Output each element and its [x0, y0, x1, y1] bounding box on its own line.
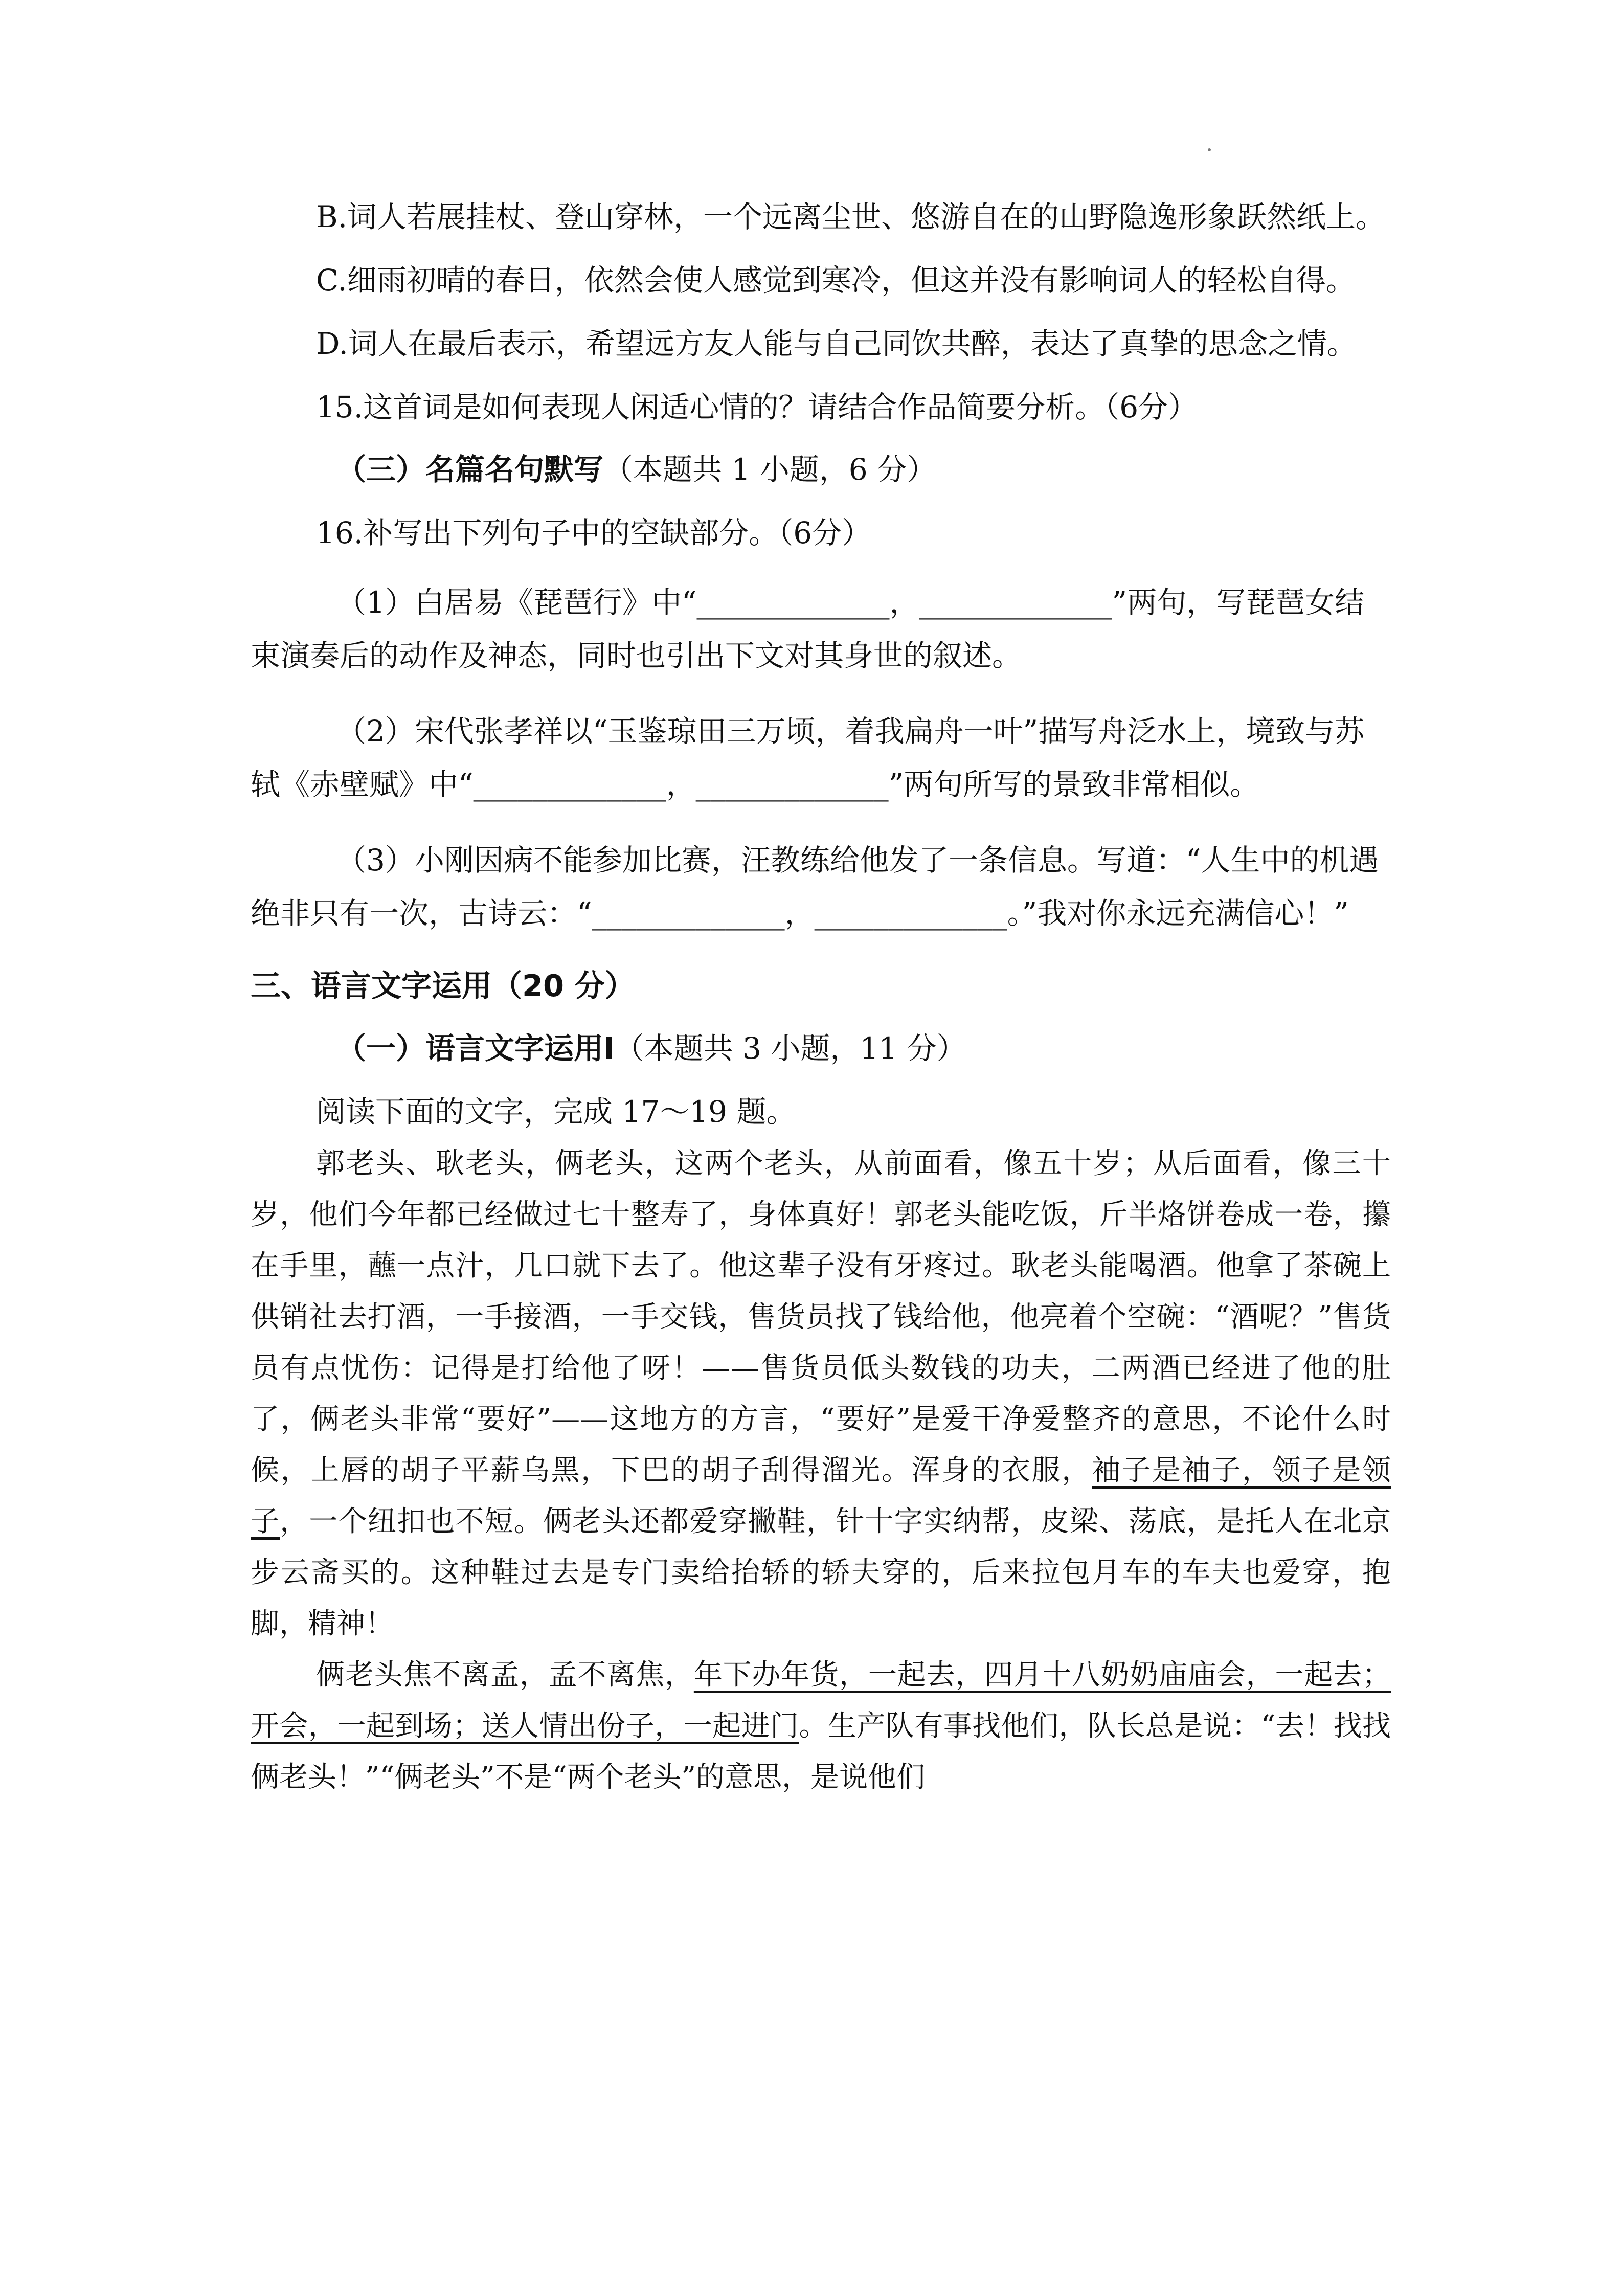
passage-p1-underlined: 袖子是袖子，领子是领子	[251, 1454, 1391, 1538]
passage-paragraph-2	[251, 1650, 1391, 1803]
choice-c: C.细雨初晴的春日，依然会使人感觉到寒冷，但这并没有影响词人的轻松自得。	[316, 263, 1356, 298]
question-16-item-2: （2）宋代张孝祥以“玉鉴琼田三万顷，着我扁舟一叶”描写舟泛水上，境致与苏轼《赤壁赋》中“_____________，_____________”两句所写的景致非常相似。	[251, 714, 1365, 802]
question-15: 15.这首词是如何表现人闲适心情的？请结合作品简要分析。（6分）	[316, 390, 1198, 424]
section-three-title: 三、语言文字运用（20 分）	[251, 968, 635, 1003]
passage-p2-text-b: 。生产队有事找他们，队长总是说：“去！找找俩老头！”“俩老头”不是“两个老头”的意思，是说他们	[251, 1709, 1391, 1794]
page-content	[251, 190, 1391, 1803]
choice-d: D.词人在最后表示，希望远方友人能与自己同饮共醉，表达了真挚的思念之情。	[316, 326, 1357, 361]
choice-b: B.词人若展挂杖、登山穿林，一个远离尘世、悠游自在的山野隐逸形象跃然纸上。	[316, 199, 1386, 234]
passage-p1-text-b: ，一个纽扣也不短。俩老头还都爱穿撇鞋，针十字实纳帮，皮梁、荡底，是托人在北京步云斋买的。这种鞋过去是专门卖给抬轿的轿夫穿的，后来拉包月车的车夫也爱穿，抱脚，精神！	[251, 1505, 1391, 1640]
subsection-famous-lines-title: （三）名篇名句默写	[336, 452, 604, 487]
scan-dot	[1208, 148, 1211, 151]
subsection-language-use-note: （本题共 3 小题，11 分）	[614, 1031, 966, 1066]
subsection-language-use-title: （一）语言文字运用Ⅰ	[336, 1031, 615, 1066]
passage-p2-text-a: 俩老头焦不离孟，孟不离焦，	[316, 1658, 694, 1692]
passage-p1-text-a: 郭老头、耿老头，俩老头，这两个老头，从前面看，像五十岁；从后面看，像三十岁，他们今年都已经做过七十整寿了，身体真好！郭老头能吃饭，斤半烙饼卷成一卷，攥在手里，蘸一点汁，几口就下去了。他这辈子没有牙疼过。耿老头能喝酒。他拿了茶碗上供销社去打酒，一手接酒，一手交钱，售货员找了钱给他，他亮着个空碗：“酒呢？”售货员有点忧伤：记得是打给他了呀！——售货员低头数钱的功夫，二两酒已经进了他的肚了，俩老头非常“要好”——这地方的方言，“要好”是爱干净爱整齐的意思，不论什么时候，上唇的胡子平薪乌黑，下巴的胡子刮得溜光。浑身的衣服，	[251, 1147, 1391, 1487]
subsection-language-use	[251, 1022, 1391, 1075]
subsection-famous-lines-note: （本题共 1 小题，6 分）	[603, 452, 937, 487]
reading-instruction: 阅读下面的文字，完成 17～19 题。	[316, 1094, 796, 1129]
passage-p2-underlined: 年下办年货，一起去，四月十八奶奶庙庙会，一起去；开会，一起到场；送人情出份子，一起进门	[251, 1658, 1391, 1743]
subsection-famous-lines	[251, 443, 1391, 496]
passage-paragraph-1	[251, 1138, 1391, 1650]
question-16-item-3: （3）小刚因病不能参加比赛，汪教练给他发了一条信息。写道：“人生中的机遇绝非只有一次，古诗云：“_____________，_____________。”我对你永远充满信心！”	[251, 843, 1379, 931]
question-16-item-1: （1）白居易《琵琶行》中“_____________，_____________”两句，写琵琶女结束演奏后的动作及神态，同时也引出下文对其身世的叙述。	[251, 585, 1365, 673]
question-16-stem: 16.补写出下列句子中的空缺部分。（6分）	[316, 515, 872, 550]
